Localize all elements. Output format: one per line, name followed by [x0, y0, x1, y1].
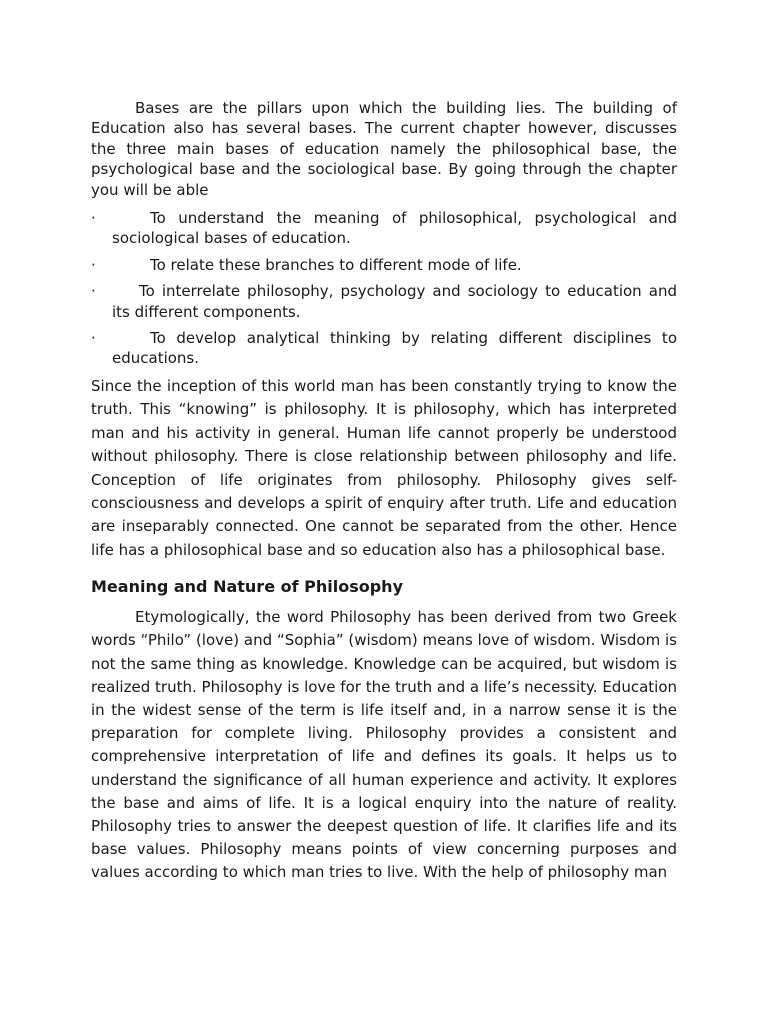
objective-text: To develop analytical thinking by relating different disciplines to educations. — [112, 329, 677, 368]
list-item — [91, 281, 677, 322]
section-heading: Meaning and Nature of Philosophy — [91, 577, 403, 597]
meaning-nature-paragraph: Etymologically, the word Philosophy has been derived from two Greek words “Philo” (love) and “Sophia” (wisdom) means love of wisdom. Wisdom is not the same thing as knowledge. Knowledge can be acquired, but wisdom is realized truth. Philosophy is love for the truth and a life’s necessity. Education in the widest sense of the term is life itself and, in a narrow sense it is the preparation for complete living. Philosophy provides a consistent and comprehensive interpretation of life and defines its goals. It helps us to understand the significance of all human experience and activity. It explores the base and aims of life. It is a logical enquiry into the nature of reality. Philosophy tries to answer the deepest question of life. It clarifies life and its base values. Philosophy means points of view concerning purposes and values according to which man tries to live. With the help of philosophy man — [91, 608, 677, 882]
intro-paragraph: Bases are the pillars upon which the building lies. The building of Education also has several bases. The current chapter however, discusses the three main bases of education namely the philosophical base, the psychological base and the sociological base. By going through the chapter you will be able — [91, 99, 677, 199]
objectives-list — [91, 208, 677, 369]
list-item — [91, 255, 677, 275]
bullet-icon: · — [91, 282, 96, 301]
list-item — [91, 328, 677, 369]
bullet-icon: · — [91, 255, 96, 274]
bullet-icon: · — [91, 209, 96, 228]
bullet-icon: · — [91, 329, 96, 348]
objective-text: To relate these branches to different mode of life. — [150, 255, 522, 274]
document-page — [91, 98, 677, 885]
objective-text: To interrelate philosophy, psychology and sociology to education and its different components. — [112, 282, 677, 321]
list-item — [91, 208, 677, 249]
philosophy-life-paragraph: Since the inception of this world man has been constantly trying to know the truth. This “knowing” is philosophy. It is philosophy, which has interpreted man and his activity in general. Human life cannot properly be understood without philosophy. There is close relationship between philosophy and life. Conception of life originates from philosophy. Philosophy gives self-consciousness and develops a spirit of enquiry after truth. Life and education are inseparably connected. One cannot be separated from the other. Hence life has a philosophical base and so education also has a philosophical base. — [91, 376, 677, 559]
objective-text: To understand the meaning of philosophical, psychological and sociological bases of education. — [112, 209, 677, 248]
